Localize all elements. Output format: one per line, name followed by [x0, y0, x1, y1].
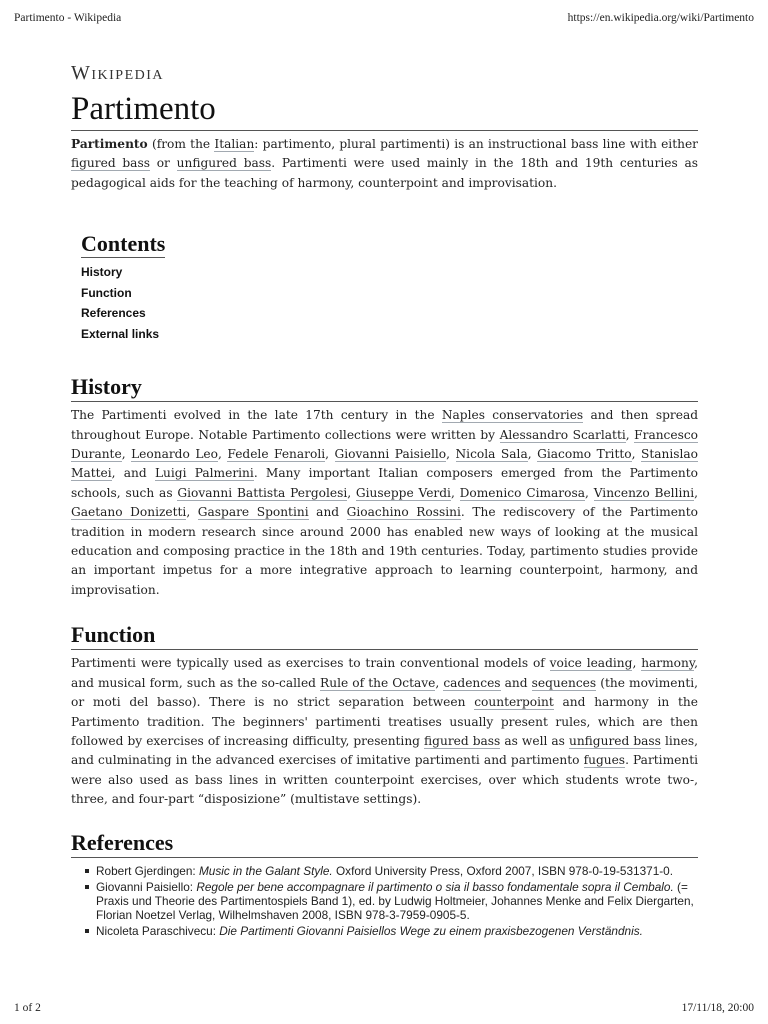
intro-bold-term: Partimento: [71, 137, 148, 151]
toc-item-external-links[interactable]: External links: [81, 326, 160, 341]
print-page-title: Partimento - Wikipedia: [14, 12, 122, 24]
page-title: Partimento: [71, 91, 698, 131]
link-giacomo-tritto[interactable]: Giacomo Tritto: [537, 447, 632, 462]
reference-item: Robert Gjerdingen: Music in the Galant Style. Oxford University Press, Oxford 2007, ISBN 978-0-19-531371-0.: [83, 864, 698, 878]
toc-title: Contents: [81, 231, 166, 257]
heading-references: References: [71, 830, 698, 858]
link-francesco-durante[interactable]: Francesco Durante: [71, 427, 699, 462]
article: [71, 62, 698, 940]
link-figured-bass[interactable]: figured bass: [71, 156, 150, 171]
page-counter: 1 of 2: [14, 1002, 41, 1014]
reference-item: Giovanni Paisiello: Regole per bene accompagnare il partimento o sia il basso fondamentale sopra il Cembalo. (= Praxis und Theorie des Partimentospiels Band 1), ed. by Ludwig Holtmeier, Johannes Menke and Felix Diergarten, Florian Noetzel Verlag, Wilhelmshaven 2008, ISBN 978-3-7959-0905-5.: [83, 880, 698, 922]
link-domenico-cimarosa[interactable]: Domenico Cimarosa: [459, 485, 585, 500]
link-sequences[interactable]: sequences: [531, 675, 597, 690]
heading-history: History: [71, 374, 698, 402]
link-nicola-sala[interactable]: Nicola Sala: [455, 447, 528, 462]
link-voice-leading[interactable]: voice leading: [549, 656, 633, 671]
link-cadences[interactable]: cadences: [443, 675, 501, 690]
link-harmony[interactable]: harmony: [641, 656, 695, 671]
print-timestamp: 17/11/18, 20:00: [681, 1002, 754, 1014]
link-alessandro-scarlatti[interactable]: Alessandro Scarlatti: [499, 427, 626, 442]
link-gaetano-donizetti[interactable]: Gaetano Donizetti: [71, 505, 187, 520]
link-unfigured-bass[interactable]: unfigured bass: [176, 156, 272, 171]
link-italian[interactable]: Italian: [214, 137, 255, 151]
link-gaspare-spontini[interactable]: Gaspare Spontini: [197, 505, 309, 520]
history-paragraph: The Partimenti evolved in the late 17th century in the Naples conservatories and then spread throughout Europe. Notable Partimento collections were written by Alessandro Scarlatti, Francesco Durante, Leonardo Leo, Fedele Fenaroli, Giovanni Paisiello, Nicola Sala, Giacomo Tritto, Stanislao Mattei, and Luigi Palmerini. Many important Italian composers emerged from the Partimento schools, such as Giovanni Battista Pergolesi, Giuseppe Verdi, Domenico Cimarosa, Vincenzo Bellini, Gaetano Donizetti, Gaspare Spontini and Gioachino Rossini. The rediscovery of the Partimento tradition in modern research since around 2000 has enabled new ways of looking at the musical education and composing practice in the 18th and 19th centuries. Today, partimento studies provide an important impetus for a more integrative approach to learning counterpoint, harmony, and improvisation.: [71, 408, 699, 597]
link-giuseppe-verdi[interactable]: Giuseppe Verdi: [355, 485, 451, 500]
link-naples-conservatories[interactable]: Naples conservatories: [441, 408, 584, 423]
toc-item-history[interactable]: History: [81, 265, 123, 280]
link-figured-bass-2[interactable]: figured bass: [424, 733, 501, 748]
toc-item-function[interactable]: Function: [81, 285, 132, 300]
link-gioachino-rossini[interactable]: Gioachino Rossini: [346, 505, 461, 520]
link-pergolesi[interactable]: Giovanni Battista Pergolesi: [177, 485, 348, 500]
link-fedele-fenaroli[interactable]: Fedele Fenaroli: [227, 447, 326, 462]
heading-function: Function: [71, 622, 698, 650]
reference-item: Nicoleta Paraschivecu: Die Partimenti Giovanni Paisiellos Wege zu einem praxisbezogenen Verständnis.: [83, 924, 698, 938]
print-url[interactable]: https://en.wikipedia.org/wiki/Partimento: [567, 12, 754, 24]
link-vincenzo-bellini[interactable]: Vincenzo Bellini: [593, 485, 695, 500]
references-list: [71, 864, 698, 938]
link-giovanni-paisiello[interactable]: Giovanni Paisiello: [334, 447, 447, 462]
link-stanislao-mattei[interactable]: Stanislao Mattei: [71, 447, 699, 481]
toc-item-references[interactable]: References: [81, 306, 146, 321]
link-fugues[interactable]: fugues: [583, 753, 626, 768]
table-of-contents: [81, 231, 698, 344]
wikipedia-wordmark: Wikipedia: [71, 62, 165, 84]
print-header: [14, 12, 754, 24]
link-rule-of-the-octave[interactable]: Rule of the Octave: [320, 675, 436, 690]
print-footer: [14, 1002, 754, 1014]
intro-paragraph: Partimento (from the Italian: partimento, plural partimenti) is an instructional bass line with either figured bass or unfigured bass. Partimenti were used mainly in the 18th and 19th centuries as pedagogical aids for the teaching of harmony, counterpoint and improvisation.: [71, 137, 698, 190]
link-luigi-palmerini[interactable]: Luigi Palmerini: [154, 466, 254, 481]
link-leonardo-leo[interactable]: Leonardo Leo: [131, 447, 218, 462]
link-counterpoint[interactable]: counterpoint: [474, 695, 554, 710]
function-paragraph: Partimenti were typically used as exercises to train conventional models of voice leading, harmony, and musical form, such as the so-called Rule of the Octave, cadences and sequences (the movimenti, or moti del basso). There is no strict separation between counterpoint and harmony in the Partimento tradition. The beginners' partimenti treatises usually present rules, which are then followed by exercises of increasing difficulty, presenting figured bass as well as unfigured bass lines, and culminating in the advanced exercises of imitative partimenti and partimento fugues. Partimenti were also used as bass lines in written counterpoint exercises, over which students wrote two-, three, and four-part “disposizione” (multistave settings).: [71, 656, 699, 807]
link-unfigured-bass-2[interactable]: unfigured bass: [568, 733, 661, 748]
